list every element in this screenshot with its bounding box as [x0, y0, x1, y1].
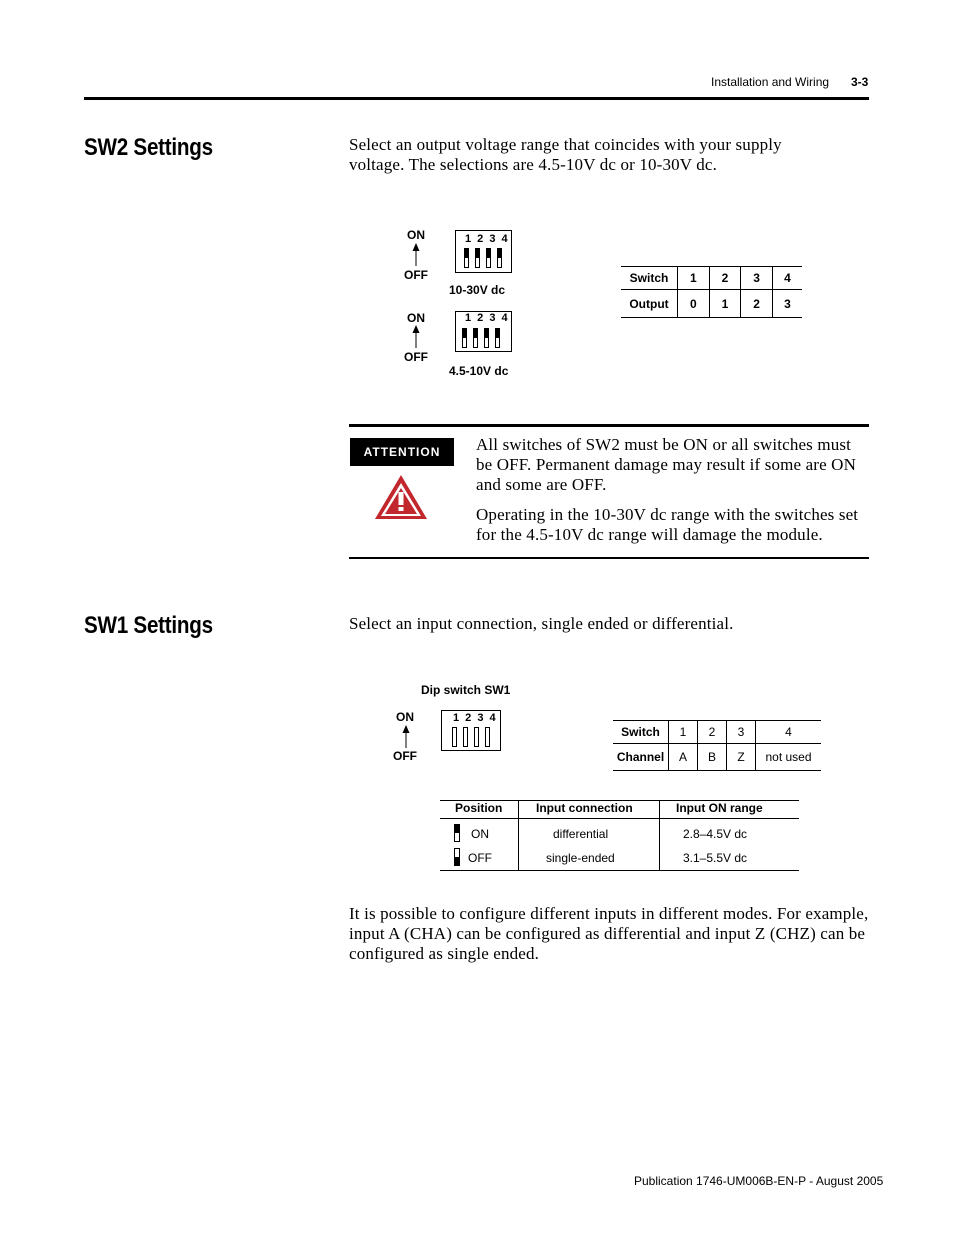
- dip-top-caption: 10-30V dc: [449, 283, 506, 297]
- attention-para-2: Operating in the 10-30V dc range with the switches set for the 4.5-10V dc range will damage the module.: [476, 505, 859, 544]
- table-cell: 2.8–4.5V dc: [683, 827, 748, 841]
- table-cell: Switch: [613, 721, 669, 744]
- table-cell: not used: [765, 750, 812, 764]
- table-cell: 1: [709, 290, 741, 318]
- attention-bottom-rule: [349, 557, 869, 559]
- table-row: [613, 744, 821, 771]
- table-cell: differential: [553, 827, 609, 841]
- dip-toggle: [473, 328, 478, 348]
- dip-toggle: [486, 248, 491, 268]
- table-row: [621, 290, 802, 318]
- table-cell: Z: [727, 744, 756, 771]
- column-divider: [518, 801, 519, 871]
- dip-toggle: [485, 727, 490, 747]
- warning-triangle-icon: [373, 472, 429, 522]
- dip-toggle: [463, 727, 468, 747]
- dip-switch-top: [455, 230, 512, 273]
- sw2-output-table: [621, 266, 802, 318]
- table-cell: 4: [785, 725, 792, 739]
- header-rule: [84, 97, 869, 100]
- table-cell: 3: [741, 267, 773, 290]
- table-cell: OFF: [468, 851, 492, 865]
- dip-toggle: [484, 328, 489, 348]
- up-arrow-icon: [401, 725, 411, 749]
- footer-publication: Publication 1746-UM006B-EN-P - August 2005: [634, 1174, 884, 1188]
- dip-sw1-on-label: ON: [396, 710, 414, 724]
- dip-bottom-on-label: ON: [407, 311, 425, 325]
- table-cell: Switch: [621, 267, 678, 290]
- dip-toggle-off-icon: [454, 848, 460, 866]
- running-header-section: Installation and Wiring: [711, 75, 830, 89]
- dip-toggle: [452, 727, 457, 747]
- sw1-closing: It is possible to configure different inputs in different modes. For example, input A (CHA) can be configured as differential and input Z (CHZ) can be configured as single ended.: [349, 904, 869, 963]
- dip-toggle: [462, 328, 467, 348]
- table-cell: 2: [741, 290, 773, 318]
- up-arrow-icon: [411, 243, 421, 267]
- position-table: [440, 800, 799, 871]
- table-cell: 1: [678, 267, 710, 290]
- attention-label: ATTENTION: [350, 438, 454, 466]
- position-table-header: Position: [455, 801, 503, 815]
- dip-top-numbers: 1 2 3 4: [465, 233, 509, 245]
- sw2-intro: Select an output voltage range that coincides with your supply voltage. The selections are 4.5-10V dc or 10-30V dc.: [349, 135, 782, 174]
- dip-sw1-caption: Dip switch SW1: [421, 683, 511, 697]
- sw1-intro: Select an input connection, single ended or differential.: [349, 614, 734, 633]
- table-cell: 4: [784, 271, 791, 285]
- table-cell: Output: [621, 290, 678, 318]
- dip-toggle: [464, 248, 469, 268]
- table-row: [613, 721, 821, 744]
- dip-switch-bottom: [455, 311, 512, 352]
- dip-toggle: [474, 727, 479, 747]
- dip-toggle: [475, 248, 480, 268]
- sw1-heading: SW1 Settings: [84, 612, 213, 639]
- table-cell: 2: [709, 267, 741, 290]
- sw2-heading: SW2 Settings: [84, 134, 213, 161]
- attention-para-1: All switches of SW2 must be ON or all switches must be OFF. Permanent damage may result if some are ON and some are OFF.: [476, 435, 857, 494]
- table-cell: 0: [678, 290, 710, 318]
- dip-toggle-on-icon: [454, 824, 460, 842]
- table-cell: B: [698, 744, 727, 771]
- position-table-header: Input connection: [536, 801, 633, 815]
- table-cell: A: [669, 744, 698, 771]
- table-cell: 3: [784, 296, 791, 311]
- dip-toggle: [497, 248, 502, 268]
- position-table-header: Input ON range: [676, 801, 763, 815]
- column-divider: [659, 801, 660, 871]
- dip-top-on-label: ON: [407, 228, 425, 242]
- table-cell: 3: [727, 721, 756, 744]
- table-cell: single-ended: [546, 851, 615, 865]
- dip-sw1-numbers: 1 2 3 4: [453, 712, 497, 724]
- position-table-header-rule: [440, 818, 799, 819]
- table-row: [621, 267, 802, 290]
- dip-toggle: [495, 328, 500, 348]
- page-number: 3-3: [851, 75, 869, 89]
- dip-bottom-off-label: OFF: [404, 350, 428, 364]
- table-cell: 1: [669, 721, 698, 744]
- dip-bottom-caption: 4.5-10V dc: [449, 364, 509, 378]
- dip-bottom-numbers: 1 2 3 4: [465, 312, 509, 324]
- table-cell: 3.1–5.5V dc: [683, 851, 748, 865]
- table-cell: 2: [698, 721, 727, 744]
- table-cell: Channel: [613, 744, 669, 771]
- up-arrow-icon: [411, 325, 421, 349]
- sw1-channel-table: [613, 720, 821, 771]
- dip-sw1-off-label: OFF: [393, 749, 417, 763]
- table-cell: ON: [471, 827, 489, 841]
- dip-switch-sw1: [441, 710, 501, 751]
- attention-top-rule: [349, 424, 869, 427]
- dip-top-off-label: OFF: [404, 268, 428, 282]
